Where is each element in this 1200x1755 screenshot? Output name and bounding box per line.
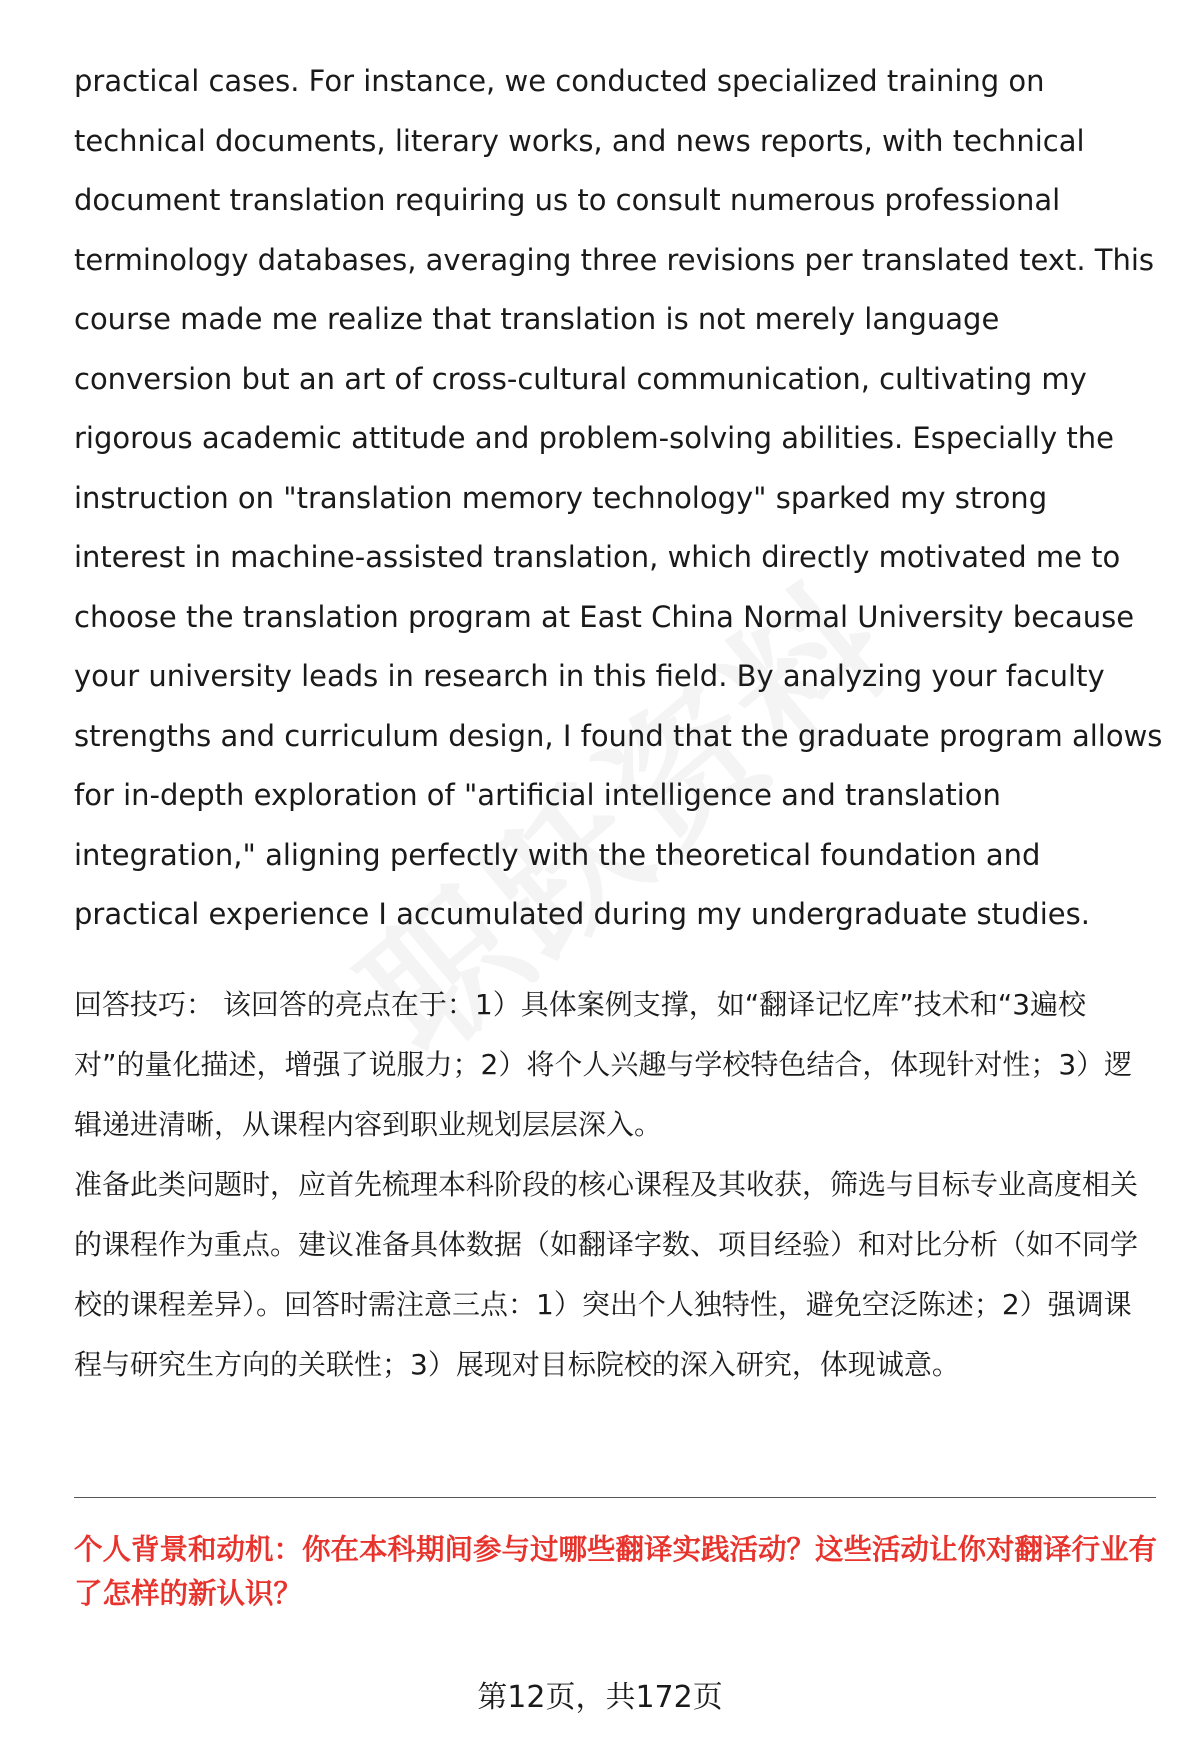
tips-paragraph-preparation: 准备此类问题时，应首先梳理本科阶段的核心课程及其收获，筛选与目标专业高度相关的课程作为重点。建议准备具体数据（如翻译字数、项目经验）和对比分析（如不同学校的课程差异）。回答时需注意三点：1）突出个人独特性，避免空泛陈述；2）强调课程与研究生方向的关联性；3）展现对目标院校的深入研究，体现诚意。	[74, 1168, 1139, 1381]
section-divider	[74, 1497, 1156, 1498]
answer-tips-section	[74, 975, 1154, 1395]
next-question-heading: 个人背景和动机：你在本科期间参与过哪些翻译实践活动？这些活动让你对翻译行业有了怎样的新认识？	[74, 1533, 1158, 1610]
page-number-footer: 第12页，共172页	[477, 1680, 723, 1715]
tips-paragraph-highlights: 回答技巧： 该回答的亮点在于：1）具体案例支撑，如“翻译记忆库”技术和“3遍校对”的量化描述，增强了说服力；2）将个人兴趣与学校特色结合，体现针对性；3）逻辑递进清晰，从课程内容到职业规划层层深入。	[74, 988, 1133, 1141]
answer-paragraph: practical cases. For instance, we conducted specialized training on technical documents, literary works, and news reports, with technical document translation requiring us to consult numerous professional terminology databases, averaging three revisions per translated text. This course made me realize that translation is not merely language conversion but an art of cross-cultural communication, cultivating my rigorous academic attitude and problem-solving abilities. Especially the instruction on "translation memory technology" sparked my strong interest in machine-assisted translation, which directly motivated me to choose the translation program at East China Normal University because your university leads in research in this field. By analyzing your faculty strengths and curriculum design, I found that the graduate program allows for in-depth exploration of "artificial intelligence and translation integration," aligning perfectly with the theoretical foundation and practical experience I accumulated during my undergraduate studies.	[74, 64, 1163, 931]
